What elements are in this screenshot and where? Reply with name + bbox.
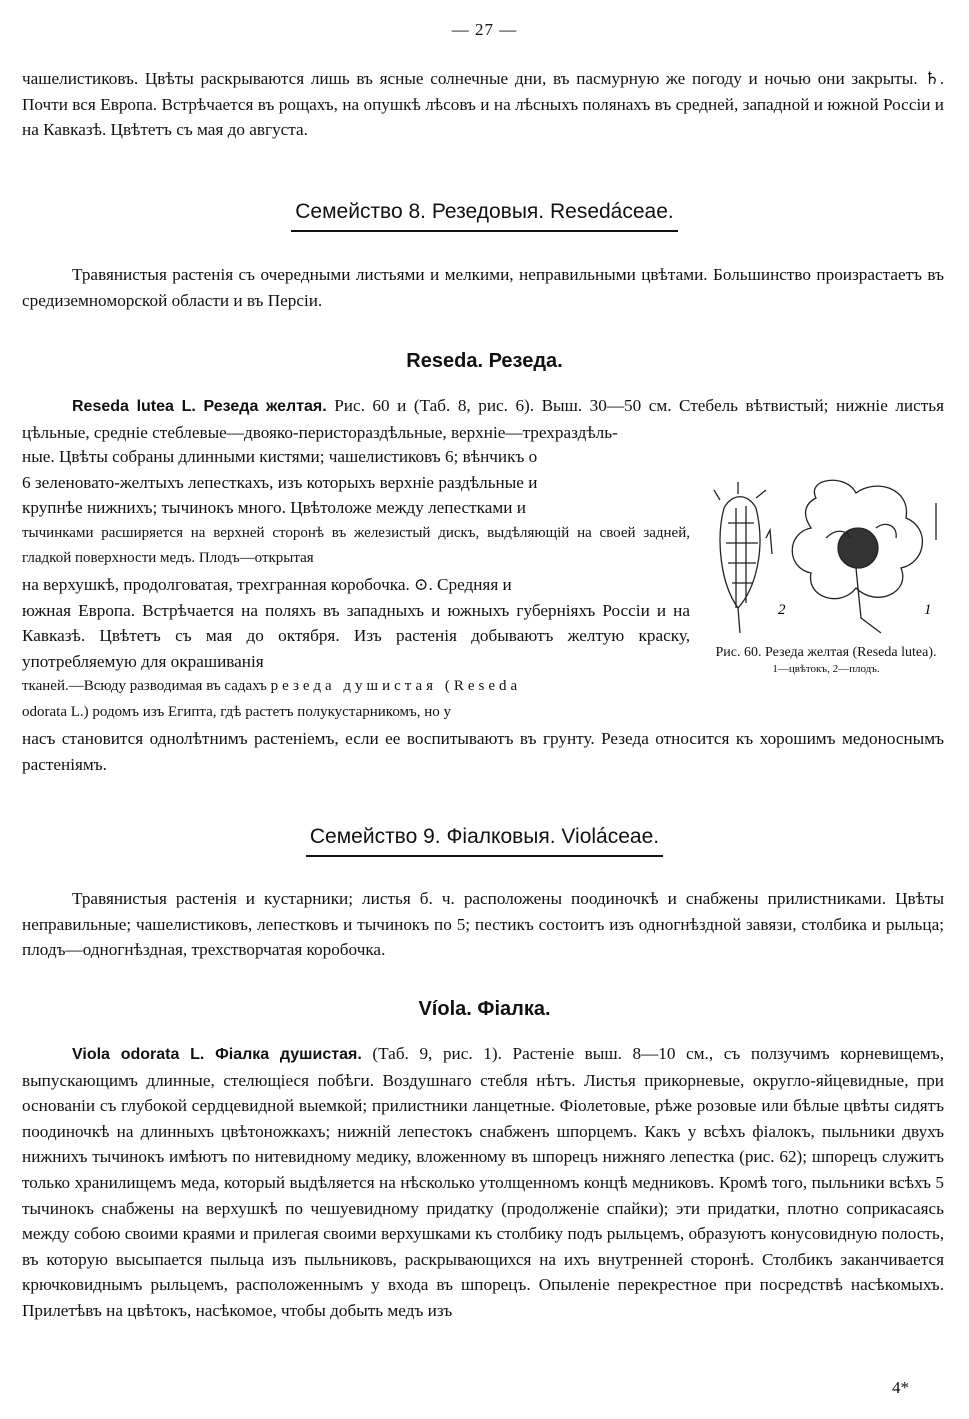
family-8-description: Травянистыя растенія съ очередными листьями и мелкими, неправильными цвѣтами. Большинство произрастаетъ въ средиземноморской области и въ Персіи. — [22, 265, 944, 310]
spaced-species-name: резеда душистая (Reseda — [270, 678, 522, 695]
species-name-reseda-lutea: Reseda lutea L. Резеда желтая. — [72, 398, 327, 415]
wrap-line: тычинками расширяется на верхней сторонѣ въ железистый дискъ, выдѣляющій на своей задней, гладкой поверхности медъ. Плодъ—открытая — [22, 524, 690, 567]
species-name-viola-odorata: Viola odorata L. Фіалка душистая. — [72, 1046, 362, 1063]
reseda-closing-text: насъ становится однолѣтнимъ растеніемъ, если ее воспитываютъ въ грунту. Резеда относится къ хорошимъ медоноснымъ растеніямъ. — [22, 729, 944, 774]
wrap-line: 6 зеленовато-желтыхъ лепесткахъ, изъ которыхъ верхніе раздѣльные и — [22, 472, 538, 492]
fruit-drawing-icon — [714, 482, 772, 633]
family-8-title: Семейство 8. Резедовыя. Resedáceae. — [291, 200, 677, 232]
family-8-heading — [0, 200, 969, 232]
family-9-description: Травянистыя растенія и кустарники; листья б. ч. расположены поодиночкѣ и снабжены прилистниками. Цвѣты неправильные; чашелистиковъ, лепестковъ и тычинокъ по 5; пестикъ состоитъ изъ одногнѣздной завязи, столбика и рыльца; плодъ—одногнѣздная, трехстворчатая коробочка. — [22, 889, 944, 960]
reseda-lutea-text: Рис. 60 и (Таб. 8, рис. 6). Выш. 30—50 см. Стебель вѣтвистый; нижніе листья цѣльные, средніе стеблевые—двояко-перистораздѣльные, верхніе—трехраздѣль- — [22, 396, 944, 442]
figure-caption-title: Рис. 60. Резеда желтая (Reseda lutea). — [715, 645, 937, 660]
wrap-line — [22, 674, 690, 700]
wrap-line: южная Европа. Встрѣчается на поляхъ въ западныхъ и южныхъ губерніяхъ Россіи и на Кавказѣ. Цвѣтетъ съ мая до октября. Изъ растенія добываютъ желтую краску, употребляемую для окрашиванія — [22, 600, 690, 671]
viola-odorata-paragraph — [22, 1041, 944, 1324]
genus-viola-heading: Víola. Фіалка. — [418, 998, 551, 1020]
wrap-line: крупнѣе нижнихъ; тычинокъ много. Цвѣтоложе между лепестками и — [22, 498, 526, 518]
reseda-figure-illustration — [706, 468, 949, 644]
viola-odorata-text: (Таб. 9, рис. 1). Растеніе выш. 8—10 см., съ ползучимъ корневищемъ, выпускающимъ длинные, стелющіеся побѣги. Воздушнаго стебля нѣтъ. Листья прикорневые, округло-яйцевидные, при основаніи съ глубокой сердцевидной выемкой; прилистники ланцетные. Фіолетовые, рѣже розовые или бѣлые цвѣты сидятъ поодиночкѣ на длинныхъ цвѣтоножкахъ; нижній лепестокъ снабженъ шпорцемъ. Какъ у всѣхъ фіалокъ, пыльники двухъ нижнихъ тычинокъ имѣютъ по нитевидному медику, вложенному въ шпорецъ нижняго лепестка (рис. 62); шпорецъ служитъ только хранилищемъ меда, который выдѣляется на нѣсколько утолщенномъ концѣ медниковъ. Кромѣ того, пыльники всѣхъ 5 тычинокъ снабжены на верхушкѣ по чешуевидному придатку (продолженіе спайки); эти придатки, плотно соприкасаясь между собою своими краями и прилегая своими верхушками къ столбику подъ рыльцемъ, образуютъ конусовидную полость, въ которую высыпается пыльца изъ пыльниковъ, раскрывающихся на ихъ внутренней сторонѣ. Столбикъ заканчивается крючковиднымъ рыльцемъ, расположеннымъ у входа въ шпорецъ. Опыленіе перекрестное при посредствѣ насѣкомыхъ. Прилетѣвъ на цвѣтокъ, насѣкомое, чтобы добыть медъ изъ — [22, 1044, 944, 1320]
flower-drawing-icon — [792, 480, 936, 633]
family-9-title: Семейство 9. Фіалковыя. Violáceae. — [306, 825, 663, 857]
figure-label-2: 2 — [778, 602, 786, 618]
wrap-line: ные. Цвѣты собраны длинными кистями; чашелистиковъ 6; вѣнчикъ о — [22, 447, 538, 466]
wrap-line: на верхушкѣ, продолговатая, трехгранная коробочка. ⊙. Средняя и — [22, 574, 512, 594]
family-9-heading — [0, 825, 969, 857]
wrap-line-start: тканей.—Всюду разводимая въ садахъ — [22, 678, 267, 695]
page-number: — 27 — — [451, 20, 518, 39]
intro-paragraph: чашелистиковъ. Цвѣты раскрываются лишь въ ясные солнечные дни, въ пасмурную же погоду и ночью они закрыты. ♄. Почти вся Европа. Встрѣчается въ рощахъ, на опушкѣ лѣсовъ и на лѣсныхъ полянахъ въ средней, западной и южной Россіи и на Кавказѣ. Цвѣтетъ съ мая до августа. — [22, 69, 944, 140]
figure-caption — [700, 644, 952, 678]
reseda-lutea-paragraph — [22, 393, 944, 445]
signature-mark: 4* — [892, 1378, 909, 1397]
reseda-lutea-wrapped-text — [22, 444, 690, 726]
figure-label-1: 1 — [924, 602, 932, 618]
genus-reseda-heading: Reseda. Резеда. — [406, 350, 563, 372]
wrap-line: odorata L.) родомъ изъ Египта, гдѣ растетъ полукустарникомъ, но у — [22, 703, 452, 720]
figure-caption-legend: 1—цвѣтокъ, 2—плодъ. — [772, 663, 880, 675]
